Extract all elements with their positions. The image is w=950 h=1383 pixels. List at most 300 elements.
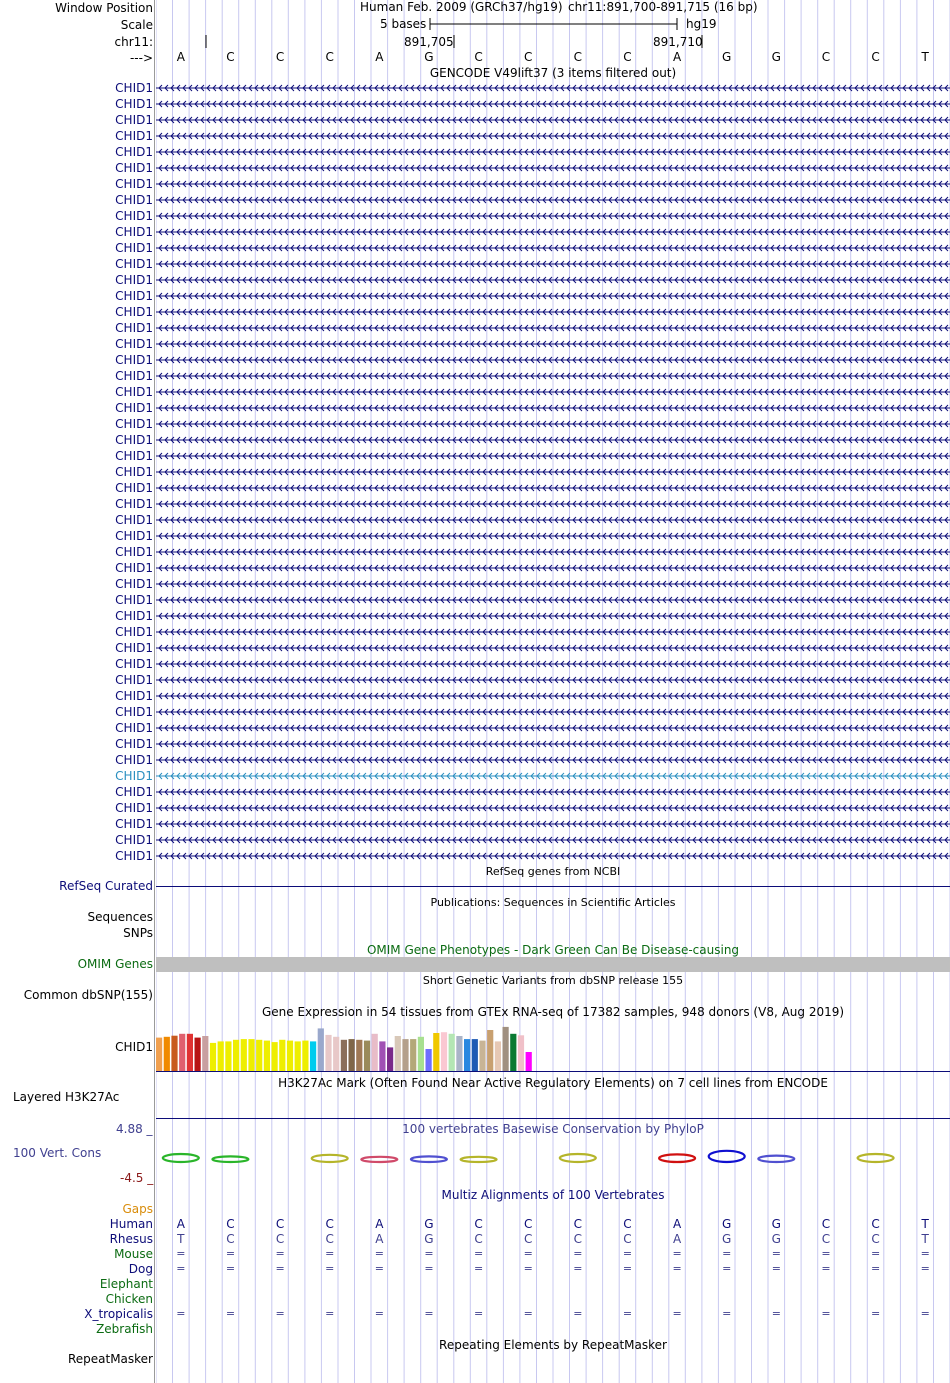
multiz-base: G <box>771 1217 781 1231</box>
gencode-transcript-label[interactable]: CHID1 <box>115 449 153 463</box>
multiz-base: C <box>474 1217 483 1231</box>
multiz-base: = <box>473 1247 484 1260</box>
multiz-base: C <box>523 1217 533 1231</box>
gtex-tissue-bar <box>171 1036 177 1071</box>
multiz-base: = <box>771 1247 781 1260</box>
gencode-transcript-line[interactable] <box>156 576 950 592</box>
base-letter: G <box>771 50 781 64</box>
scale-label: Scale <box>120 18 153 32</box>
multiz-base: = <box>920 1247 930 1260</box>
multiz-base: = <box>275 1307 285 1320</box>
multiz-base: A <box>672 1217 682 1231</box>
h3k27ac-baseline <box>156 1118 950 1119</box>
gencode-transcript-label[interactable]: CHID1 <box>115 177 153 191</box>
gencode-transcript-line[interactable] <box>156 336 950 352</box>
multiz-base: = <box>424 1307 434 1320</box>
omim-track-label[interactable]: OMIM Genes <box>77 957 153 971</box>
phylop-track-label[interactable]: 100 Vert. Cons <box>13 1146 102 1160</box>
base-letter: T <box>921 50 929 64</box>
gencode-transcript-line[interactable] <box>156 176 950 192</box>
gencode-transcript-label[interactable]: CHID1 <box>115 433 153 447</box>
multiz-base: = <box>473 1262 484 1275</box>
base-letter: C <box>275 50 285 64</box>
multiz-base: = <box>473 1307 484 1320</box>
gencode-transcript-label[interactable]: CHID1 <box>115 465 153 479</box>
multiz-base: = <box>771 1262 781 1275</box>
gtex-tissue-bar <box>379 1041 385 1071</box>
gtex-tissue-bar <box>510 1034 516 1071</box>
multiz-base: = <box>374 1247 384 1260</box>
gencode-transcript-label[interactable]: CHID1 <box>115 353 153 367</box>
phylop-glyph <box>709 1151 745 1162</box>
gtex-tissue-bar <box>426 1049 432 1071</box>
ruler-tick-1: 891,705 <box>404 35 454 49</box>
gencode-transcript-label[interactable]: CHID1 <box>115 561 153 575</box>
multiz-base: C <box>871 1232 880 1246</box>
phylop-glyph <box>312 1155 348 1162</box>
multiz-base: = <box>275 1262 285 1275</box>
gtex-tissue-bar <box>503 1027 509 1071</box>
gencode-transcript-line[interactable] <box>156 560 950 576</box>
gencode-transcript-label[interactable]: CHID1 <box>115 401 153 415</box>
base-letter: C <box>871 50 880 64</box>
gencode-transcript-label[interactable]: CHID1 <box>115 97 153 111</box>
gencode-transcript-label[interactable]: CHID1 <box>115 673 153 687</box>
phylop-ymin: -4.5 _ <box>120 1171 154 1185</box>
gencode-transcript-label[interactable]: CHID1 <box>115 497 153 511</box>
gtex-tissue-bar <box>256 1040 262 1071</box>
gtex-tissue-bar <box>202 1036 208 1071</box>
multiz-base: = <box>622 1262 633 1275</box>
gencode-transcript-line[interactable] <box>156 640 950 656</box>
gencode-transcript-label[interactable]: CHID1 <box>115 321 153 335</box>
gtex-tissue-bar <box>410 1039 416 1071</box>
gtex-tissue-bar <box>364 1041 370 1071</box>
gtex-tissue-bar <box>295 1041 301 1071</box>
multiz-species-label[interactable]: X_tropicalis <box>84 1307 153 1321</box>
phylop-logo[interactable] <box>156 1148 950 1172</box>
multiz-base: G <box>424 1217 434 1231</box>
multiz-base: C <box>325 1232 334 1246</box>
gencode-transcript-label[interactable]: CHID1 <box>115 289 153 303</box>
refseq-track-label[interactable]: RefSeq Curated <box>59 879 153 893</box>
base-letter: C <box>623 50 632 64</box>
gencode-transcript-label[interactable]: CHID1 <box>115 337 153 351</box>
gencode-transcript-line[interactable] <box>156 496 950 512</box>
gencode-transcript-line[interactable] <box>156 304 950 320</box>
multiz-species-label[interactable]: Rhesus <box>109 1232 153 1246</box>
base-letter: C <box>573 50 582 64</box>
base-letter: A <box>176 50 185 64</box>
base-letter: C <box>226 50 235 64</box>
multiz-base: = <box>722 1307 732 1320</box>
gtex-tissue-bar <box>156 1038 162 1071</box>
gencode-transcript-line[interactable] <box>156 480 950 496</box>
multiz-track-title: Multiz Alignments of 100 Vertebrates <box>441 1188 665 1202</box>
multiz-base: = <box>176 1247 186 1260</box>
multiz-base: T <box>177 1232 185 1246</box>
gencode-transcript-label[interactable]: CHID1 <box>115 513 153 527</box>
base-letter: G <box>722 50 732 64</box>
gencode-transcript-line[interactable] <box>156 160 950 176</box>
gencode-transcript-line[interactable] <box>156 320 950 336</box>
multiz-base: = <box>672 1262 682 1275</box>
ruler-tick-2: 891,710 <box>653 35 703 49</box>
multiz-base: = <box>573 1307 583 1320</box>
gtex-baseline <box>156 1071 950 1072</box>
multiz-base: = <box>325 1247 335 1260</box>
multiz-species-label[interactable]: Human <box>109 1217 153 1231</box>
gencode-transcript-label[interactable]: CHID1 <box>115 273 153 287</box>
gencode-transcript-line[interactable] <box>156 256 950 272</box>
base-letter: C <box>821 50 831 64</box>
gencode-transcript-label[interactable]: CHID1 <box>115 689 153 703</box>
multiz-base: = <box>374 1307 384 1320</box>
multiz-base: = <box>176 1262 186 1275</box>
gencode-transcript-label[interactable]: CHID1 <box>115 657 153 671</box>
gencode-transcript-line[interactable] <box>156 608 950 624</box>
gencode-transcript-label[interactable]: CHID1 <box>115 129 153 143</box>
phylop-ymax: 4.88 _ <box>116 1122 153 1136</box>
gencode-transcript-label[interactable]: CHID1 <box>115 705 153 719</box>
gencode-transcript-label[interactable]: CHID1 <box>115 625 153 639</box>
multiz-base: = <box>523 1262 533 1275</box>
gtex-tissue-bar <box>333 1037 339 1071</box>
multiz-base: = <box>523 1247 533 1260</box>
base-letter: C <box>325 50 334 64</box>
gtex-tissue-bar <box>526 1052 532 1071</box>
gtex-tissue-bar <box>518 1035 524 1071</box>
multiz-species-label[interactable]: Chicken <box>105 1292 153 1306</box>
scale-db: hg19 <box>686 17 717 31</box>
gencode-track-title: GENCODE V49lift37 (3 items filtered out) <box>429 66 677 80</box>
multiz-base: G <box>722 1232 732 1246</box>
gtex-tissue-bar <box>395 1036 401 1071</box>
multiz-base: C <box>523 1232 533 1246</box>
gencode-transcript-line[interactable] <box>156 192 950 208</box>
multiz-base: = <box>424 1262 434 1275</box>
multiz-base: G <box>771 1232 781 1246</box>
multiz-gaps-label[interactable]: Gaps <box>122 1202 153 1216</box>
gencode-transcript-label[interactable]: CHID1 <box>115 545 153 559</box>
gtex-tissue-bar <box>195 1038 201 1071</box>
multiz-base: = <box>176 1307 186 1320</box>
h3k27ac-track-title: H3K27Ac Mark (Often Found Near Active Regulatory Elements) on 7 cell lines from ENCODE <box>278 1076 828 1090</box>
multiz-base: = <box>920 1262 930 1275</box>
gencode-transcript-label[interactable]: CHID1 <box>115 577 153 591</box>
multiz-base: C <box>474 1232 483 1246</box>
multiz-species-label[interactable]: Elephant <box>99 1277 153 1291</box>
assembly-title: Human Feb. 2009 (GRCh37/hg19) <box>360 0 563 14</box>
multiz-base: A <box>375 1232 384 1246</box>
gtex-tissue-bar <box>325 1035 331 1071</box>
gtex-tissue-bar <box>179 1034 185 1071</box>
multiz-base: T <box>921 1217 929 1231</box>
window-position-label: Window Position <box>55 1 153 15</box>
gtex-tissue-bar <box>272 1042 278 1071</box>
dbsnp-track-label[interactable]: Common dbSNP(155) <box>23 988 153 1002</box>
multiz-base: C <box>821 1232 831 1246</box>
gencode-transcript-line[interactable] <box>156 432 950 448</box>
omim-track-title: OMIM Gene Phenotypes - Dark Green Can Be Disease-causing <box>366 943 740 957</box>
multiz-base: C <box>275 1232 285 1246</box>
gencode-transcript-line[interactable] <box>156 832 950 848</box>
multiz-base: = <box>275 1247 285 1260</box>
multiz-base: = <box>325 1307 335 1320</box>
gtex-tissue-bar <box>233 1040 239 1071</box>
repeatmasker-track-label[interactable]: RepeatMasker <box>67 1352 153 1366</box>
refseq-gene-line[interactable] <box>156 886 950 887</box>
gencode-transcript-line[interactable] <box>156 704 950 720</box>
multiz-base: = <box>870 1307 881 1320</box>
multiz-base: A <box>375 1217 384 1231</box>
gencode-transcript-line[interactable] <box>156 208 950 224</box>
multiz-base: = <box>225 1307 236 1320</box>
gencode-transcript-label[interactable]: CHID1 <box>115 369 153 383</box>
gencode-transcript-label[interactable]: CHID1 <box>115 209 153 223</box>
gencode-transcript-label[interactable]: CHID1 <box>115 817 153 831</box>
gencode-transcript-line[interactable] <box>156 656 950 672</box>
gtex-tissue-bar <box>372 1034 378 1071</box>
multiz-base: = <box>821 1247 831 1260</box>
gencode-transcript-label[interactable]: CHID1 <box>115 801 153 815</box>
gencode-transcript-label[interactable]: CHID1 <box>115 145 153 159</box>
gencode-transcript-line[interactable] <box>156 272 950 288</box>
gtex-tissue-bar <box>310 1041 316 1071</box>
multiz-base: = <box>870 1247 881 1260</box>
gtex-tissue-bar <box>279 1040 285 1071</box>
gencode-transcript-line[interactable] <box>156 784 950 800</box>
gencode-transcript-label[interactable]: CHID1 <box>115 161 153 175</box>
gencode-transcript-label[interactable]: CHID1 <box>115 113 153 127</box>
gencode-transcript-line[interactable] <box>156 720 950 736</box>
multiz-base: = <box>325 1262 335 1275</box>
gencode-transcript-label[interactable]: CHID1 <box>115 849 153 863</box>
gencode-transcript-line[interactable] <box>156 112 950 128</box>
base-letter: C <box>523 50 533 64</box>
multiz-base: G <box>722 1217 732 1231</box>
multiz-base: C <box>226 1217 235 1231</box>
gencode-transcript-line[interactable] <box>156 544 950 560</box>
gencode-transcript-line[interactable] <box>156 800 950 816</box>
phylop-glyph <box>411 1156 447 1162</box>
gtex-tissue-bar <box>433 1033 439 1071</box>
h3k27ac-track-label[interactable]: Layered H3K27Ac <box>13 1090 120 1104</box>
gencode-transcript-label[interactable]: CHID1 <box>115 785 153 799</box>
multiz-base: = <box>424 1247 434 1260</box>
gencode-transcript-line[interactable] <box>156 368 950 384</box>
gencode-transcript-line[interactable] <box>156 384 950 400</box>
multiz-base: = <box>672 1307 682 1320</box>
gencode-transcript-line[interactable] <box>156 128 950 144</box>
gtex-tissue-bar <box>341 1040 347 1071</box>
multiz-base: = <box>573 1247 583 1260</box>
phylop-glyph <box>163 1154 199 1162</box>
phylop-glyph <box>361 1157 397 1162</box>
gencode-transcript-label[interactable]: CHID1 <box>115 257 153 271</box>
multiz-base: A <box>672 1232 682 1246</box>
gencode-transcript-line[interactable] <box>156 736 950 752</box>
gencode-transcript-line[interactable] <box>156 416 950 432</box>
gencode-transcript-label[interactable]: CHID1 <box>115 417 153 431</box>
multiz-base: C <box>871 1217 880 1231</box>
phylop-glyph <box>461 1157 497 1162</box>
multiz-base: = <box>821 1262 831 1275</box>
phylop-glyph <box>560 1154 596 1162</box>
gencode-transcript-line[interactable] <box>156 288 950 304</box>
gencode-transcript-line[interactable] <box>156 816 950 832</box>
gtex-tissue-bar <box>464 1039 470 1071</box>
gencode-transcript-label[interactable]: CHID1 <box>115 753 153 767</box>
multiz-base: = <box>821 1307 831 1320</box>
gtex-tissue-bar <box>449 1034 455 1071</box>
gencode-transcript-line[interactable] <box>156 672 950 688</box>
gencode-transcript-line[interactable] <box>156 240 950 256</box>
gencode-transcript-line[interactable] <box>156 224 950 240</box>
gencode-transcript-label[interactable]: CHID1 <box>115 769 153 783</box>
multiz-base: G <box>424 1232 434 1246</box>
multiz-base: = <box>225 1247 236 1260</box>
multiz-species-label[interactable]: Dog <box>128 1262 153 1276</box>
phylop-glyph <box>858 1154 894 1162</box>
gencode-transcript-label[interactable]: CHID1 <box>115 529 153 543</box>
multiz-base: = <box>573 1262 583 1275</box>
gtex-tissue-bar <box>487 1030 493 1071</box>
gencode-transcript-label[interactable]: CHID1 <box>115 609 153 623</box>
multiz-base: C <box>623 1232 632 1246</box>
gencode-transcript-line[interactable] <box>156 528 950 544</box>
gtex-tissue-bar <box>418 1037 424 1071</box>
gtex-tissue-bar <box>387 1047 393 1071</box>
gtex-tissue-bar <box>441 1032 447 1071</box>
gencode-transcript-label[interactable]: CHID1 <box>115 721 153 735</box>
gtex-expression-bars[interactable] <box>156 1018 556 1072</box>
multiz-base: C <box>623 1217 632 1231</box>
multiz-base: C <box>573 1232 582 1246</box>
gencode-transcript-line[interactable] <box>156 752 950 768</box>
multiz-base: C <box>325 1217 334 1231</box>
gencode-transcript-line[interactable] <box>156 448 950 464</box>
multiz-base: = <box>771 1307 781 1320</box>
gtex-track-label[interactable]: CHID1 <box>115 1040 153 1054</box>
multiz-species-label[interactable]: Mouse <box>114 1247 153 1261</box>
gencode-transcript-line[interactable] <box>156 400 950 416</box>
gtex-track-title: Gene Expression in 54 tissues from GTEx RNA-seq of 17382 samples, 948 donors (V8, Aug 2019) <box>261 1005 845 1019</box>
gencode-transcript-line[interactable] <box>156 848 950 864</box>
gtex-tissue-bar <box>218 1041 224 1071</box>
label-separator <box>154 0 155 1383</box>
gtex-tissue-bar <box>479 1041 485 1071</box>
gencode-transcript-line[interactable] <box>156 352 950 368</box>
multiz-base: C <box>275 1217 285 1231</box>
gencode-transcript-line[interactable] <box>156 688 950 704</box>
base-letter: C <box>474 50 483 64</box>
gencode-transcript-line[interactable] <box>156 512 950 528</box>
gtex-tissue-bar <box>472 1039 478 1071</box>
phylop-track-title: 100 vertebrates Basewise Conservation by PhyloP <box>402 1122 704 1136</box>
gtex-tissue-bar <box>302 1041 308 1071</box>
gtex-tissue-bar <box>225 1041 231 1071</box>
gencode-transcript-label[interactable]: CHID1 <box>115 81 153 95</box>
strand-label: ---> <box>129 51 153 65</box>
multiz-base: C <box>573 1217 582 1231</box>
multiz-species-label[interactable]: Zebrafish <box>96 1322 153 1336</box>
multiz-base: = <box>870 1262 881 1275</box>
gencode-transcript-label[interactable]: CHID1 <box>115 385 153 399</box>
multiz-base: = <box>722 1262 732 1275</box>
gtex-tissue-bar <box>210 1043 216 1071</box>
gencode-transcript-line[interactable] <box>156 592 950 608</box>
gtex-tissue-bar <box>264 1041 270 1071</box>
gencode-transcript-line[interactable] <box>156 624 950 640</box>
gencode-transcript-label[interactable]: CHID1 <box>115 833 153 847</box>
publications-snps-label[interactable]: SNPs <box>123 926 153 940</box>
gtex-tissue-bar <box>349 1039 355 1071</box>
gencode-transcript-label[interactable]: CHID1 <box>115 241 153 255</box>
gtex-tissue-bar <box>248 1039 254 1071</box>
base-letter: A <box>672 50 682 64</box>
gtex-tissue-bar <box>402 1039 408 1071</box>
multiz-base: = <box>622 1307 633 1320</box>
gencode-transcript-label[interactable]: CHID1 <box>115 225 153 239</box>
phylop-glyph <box>212 1156 248 1162</box>
gtex-tissue-bar <box>495 1041 501 1071</box>
publications-track-title: Publications: Sequences in Scientific Articles <box>430 896 676 909</box>
gtex-tissue-bar <box>456 1036 462 1071</box>
multiz-base: C <box>821 1217 831 1231</box>
gencode-transcript-label[interactable]: CHID1 <box>115 641 153 655</box>
refseq-track-title: RefSeq genes from NCBI <box>485 865 621 878</box>
gencode-transcript-label[interactable]: CHID1 <box>115 193 153 207</box>
gtex-tissue-bar <box>318 1028 324 1071</box>
dbsnp-track-title: Short Genetic Variants from dbSNP release 155 <box>422 974 684 987</box>
multiz-base: T <box>921 1232 929 1246</box>
gencode-transcript-line[interactable] <box>156 464 950 480</box>
gtex-tissue-bar <box>356 1040 362 1071</box>
gencode-transcript-label[interactable]: CHID1 <box>115 737 153 751</box>
gencode-transcript-line[interactable] <box>156 80 950 96</box>
multiz-base: C <box>226 1232 235 1246</box>
base-letter: A <box>375 50 384 64</box>
gencode-transcript-label[interactable]: CHID1 <box>115 305 153 319</box>
phylop-glyph <box>758 1156 794 1162</box>
multiz-base: = <box>374 1262 384 1275</box>
gtex-tissue-bar <box>287 1041 293 1071</box>
gtex-tissue-bar <box>187 1034 193 1071</box>
multiz-base: = <box>225 1262 236 1275</box>
scale-bases: 5 bases <box>380 17 427 31</box>
gencode-transcript-label[interactable]: CHID1 <box>115 593 153 607</box>
multiz-base: = <box>722 1247 732 1260</box>
multiz-base: = <box>920 1307 930 1320</box>
multiz-base: = <box>672 1247 682 1260</box>
position-readout: chr11:891,700-891,715 (16 bp) <box>568 0 758 14</box>
gtex-tissue-bar <box>164 1037 170 1071</box>
multiz-base: A <box>176 1217 185 1231</box>
base-letter: G <box>424 50 434 64</box>
publications-sequences-label[interactable]: Sequences <box>87 910 153 924</box>
gencode-transcript-label[interactable]: CHID1 <box>115 481 153 495</box>
omim-gene-bar[interactable] <box>156 957 950 972</box>
gencode-transcript-line[interactable] <box>156 144 950 160</box>
gtex-tissue-bar <box>241 1039 247 1071</box>
multiz-base: = <box>622 1247 633 1260</box>
gencode-transcript-line[interactable] <box>156 96 950 112</box>
gencode-transcript-line[interactable] <box>156 768 950 784</box>
multiz-base: = <box>523 1307 533 1320</box>
phylop-glyph <box>659 1154 695 1162</box>
repeatmasker-track-title: Repeating Elements by RepeatMasker <box>439 1338 667 1352</box>
